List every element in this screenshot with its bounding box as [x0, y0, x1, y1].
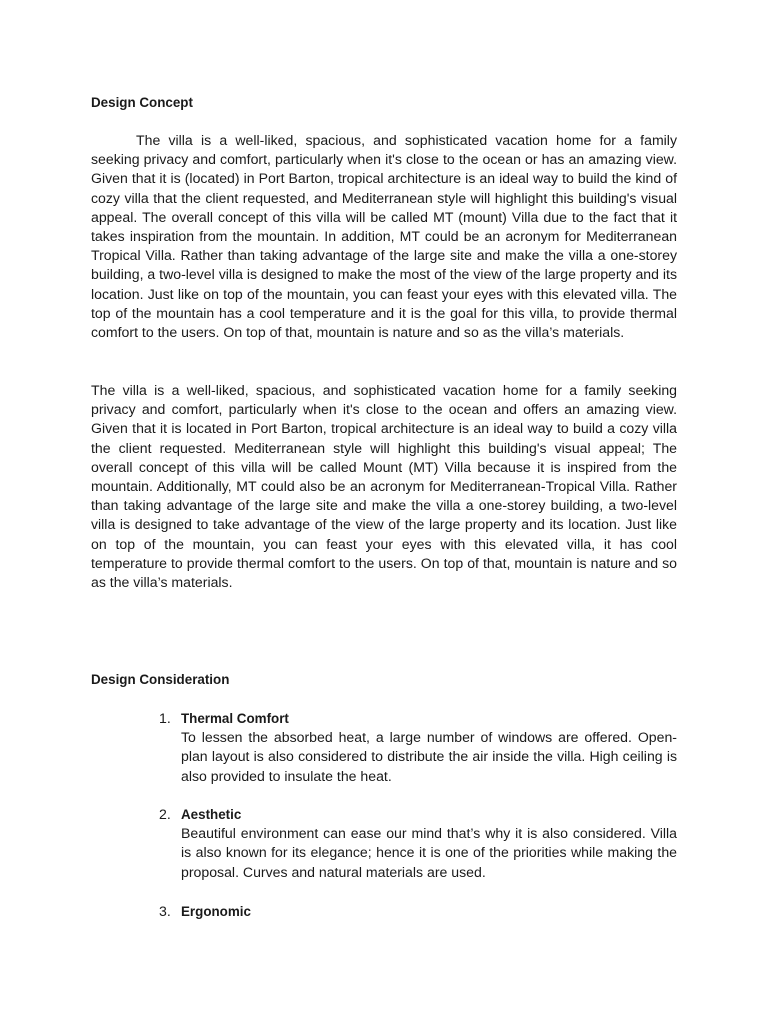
consideration-text: To lessen the absorbed heat, a large number of windows are offered. Open-plan layout is also considered to distribute the air inside the villa. High ceiling is also provided to insulate the heat. — [181, 729, 677, 784]
consideration-title: Thermal Comfort — [181, 711, 289, 726]
design-concept-heading: Design Concept — [91, 95, 193, 110]
design-concept-paragraph-2: The villa is a well-liked, spacious, and sophisticated vacation home for a family seeking privacy and comfort, particularly when it's close to the ocean and offers an amazing view. Given that it is located in Port Barton, tropical architecture is an ideal way to build a cozy villa the client requested. Mediterranean style will highlight this building's visual appeal; The overall concept of this villa will be called Mount (MT) Villa because it is inspired from the mountain. Additionally, MT could also be an acronym for Mediterranean-Tropical Villa. Rather than taking advantage of the large site and make the villa a one-storey building, a two-level villa is designed to take advantage of the view of the large property and its location. Just like on top of the mountain, you can feast your eyes with this elevated villa, it has cool temperature to provide thermal comfort to the users. On top of that, mountain is nature and so as the villa’s materials. — [91, 382, 677, 591]
list-number: 1. — [159, 710, 171, 726]
consideration-item-aesthetic — [159, 805, 677, 882]
consideration-title: Aesthetic — [181, 807, 242, 822]
design-consideration-heading: Design Consideration — [91, 672, 230, 687]
consideration-item-ergonomic — [159, 902, 677, 921]
consideration-item-thermal-comfort — [159, 709, 677, 786]
list-number: 2. — [159, 806, 171, 822]
consideration-title: Ergonomic — [181, 904, 251, 919]
list-number: 3. — [159, 903, 171, 919]
design-concept-paragraph-1: The villa is a well-liked, spacious, and sophisticated vacation home for a family seeking privacy and comfort, particularly when it's close to the ocean or has an amazing view. Given that it is (located) in Port Barton, tropical architecture is an ideal way to build the kind of cozy villa that the client requested, and Mediterranean style will highlight this building's visual appeal. The overall concept of this villa will be called MT (mount) Villa due to the fact that it takes inspiration from the mountain. In addition, MT could be an acronym for Mediterranean Tropical Villa. Rather than taking advantage of the large site and make the villa a one-storey building, a two-level villa is designed to make the most of the view of the large property and its location. Just like on top of the mountain, you can feast your eyes with this elevated villa. The top of the mountain has a cool temperature and it is the goal for this villa, to provide thermal comfort to the users. On top of that, mountain is nature and so as the villa’s materials. — [91, 132, 677, 341]
consideration-text: Beautiful environment can ease our mind that’s why it is also considered. Villa is also known for its elegance; hence it is one of the priorities while making the proposal. Curves and natural materials are used. — [181, 825, 677, 880]
